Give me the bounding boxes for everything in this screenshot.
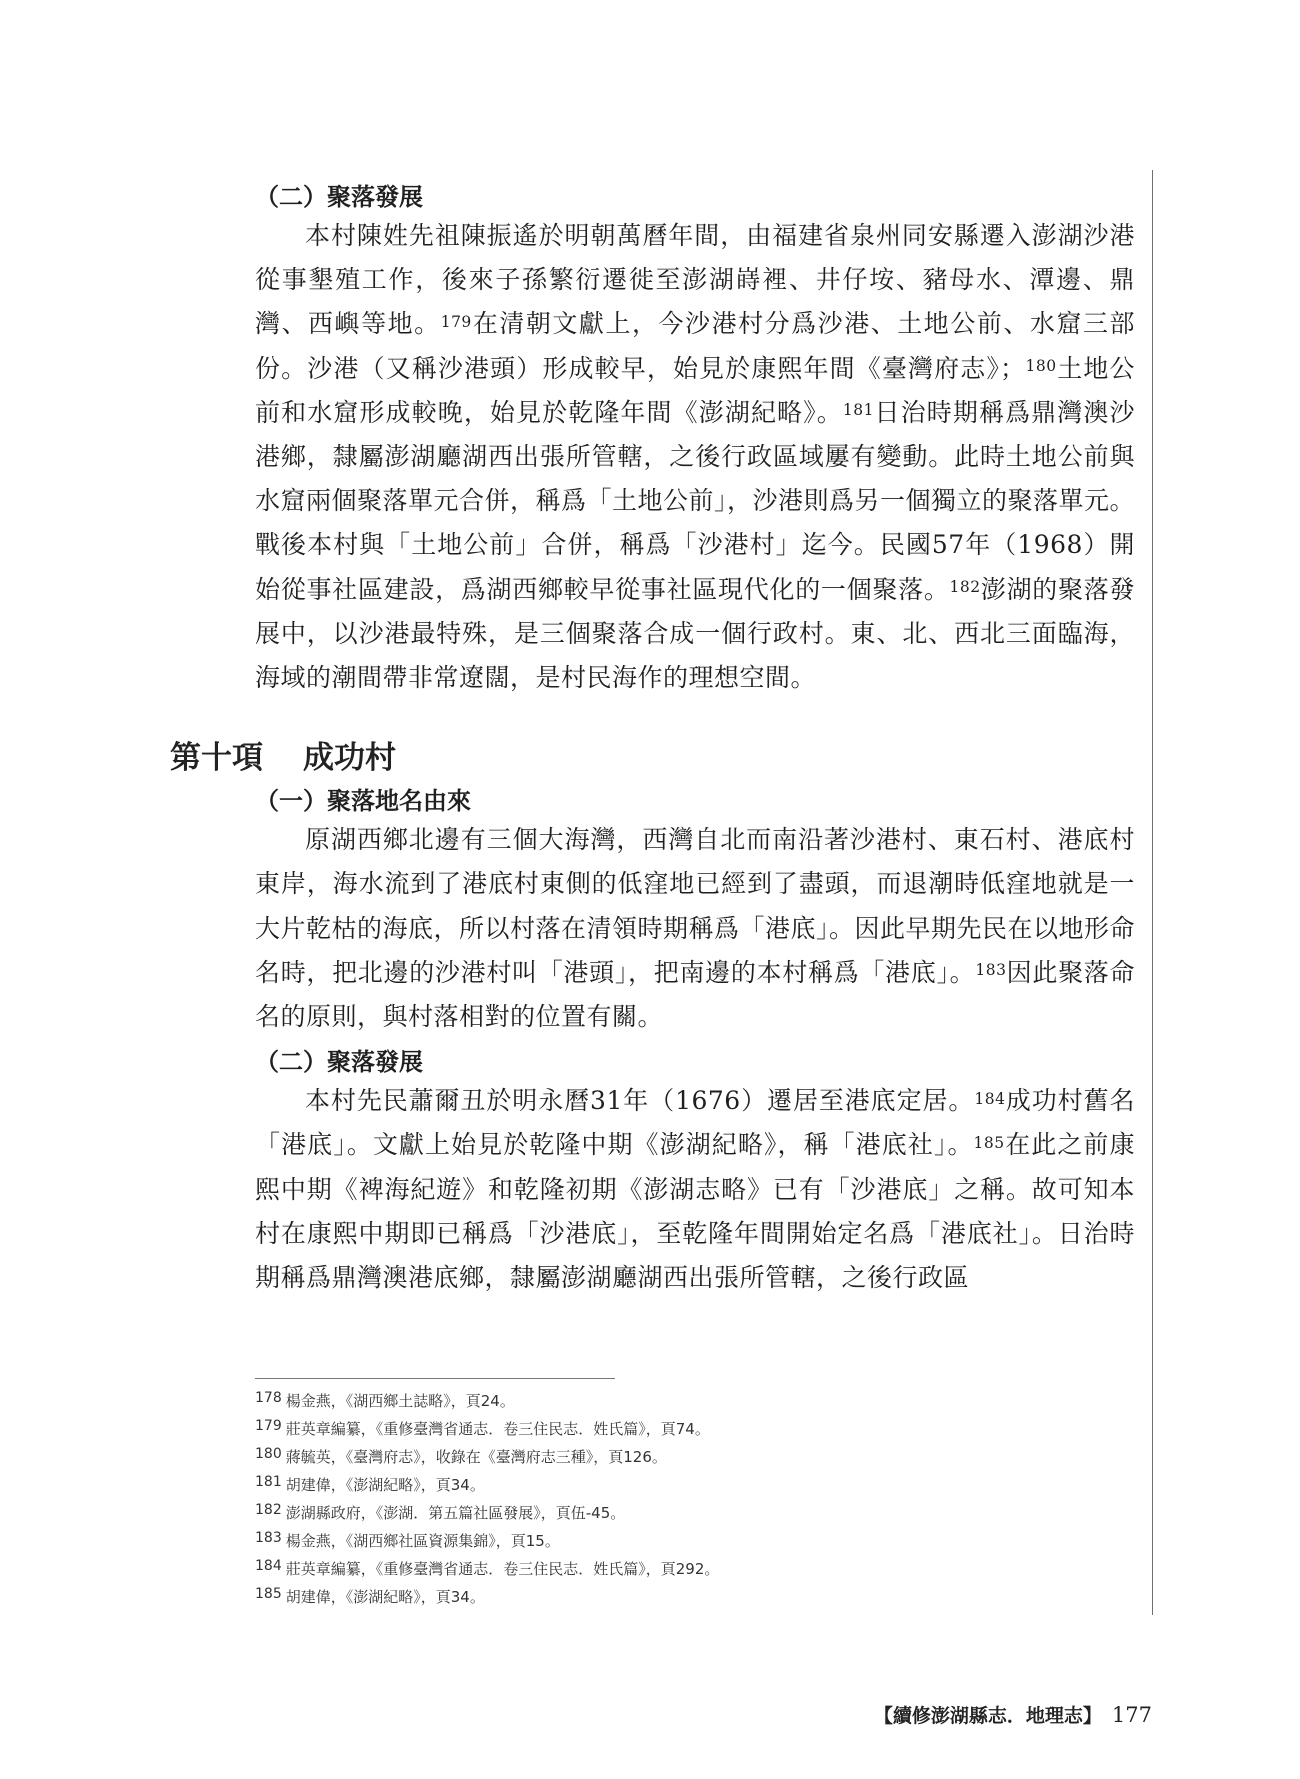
footnote-item <box>255 1584 1135 1612</box>
footnote-number: 184 <box>255 1558 282 1574</box>
text-run: 成功村舊名「港底」。文獻上始見於乾隆中期《澎湖紀略》，稱「港底社」。 <box>255 1086 1135 1160</box>
footnote-text: 胡建偉，《澎湖紀略》，頁34。 <box>285 1476 485 1494</box>
footnote-item <box>255 1416 1135 1444</box>
footnote-rule <box>255 1378 615 1379</box>
text-run: 在清朝文獻上，今沙港村分爲沙港、土地公前、水窟三部份。沙港（又稱沙港頭）形成較早，始見於康熙年間《臺灣府志》； <box>255 309 1135 383</box>
subheading-settlement-development-chenggong: （二）聚落發展 <box>255 1047 423 1077</box>
text-run: 本村先民蕭爾丑於明永曆31年（1676）遷居至港底定居。 <box>305 1086 975 1116</box>
footnote-item <box>255 1528 1135 1556</box>
page-number: 177 <box>1111 1703 1152 1727</box>
footnote-number: 179 <box>255 1418 282 1434</box>
text-run: 日治時期稱爲鼎灣澳沙港鄉，隸屬澎湖廳湖西出張所管轄，之後行政區域屢有變動。此時土地公前與水窟兩個聚落單元合併，稱爲「土地公前」，沙港則爲另一個獨立的聚落單元。戰後本村與「土地公前」合併，稱爲「沙港村」迄今。民國57年（1968）開始從事社區建設，爲湖西鄉較早從事社區現代化的一個聚落。 <box>255 397 1136 604</box>
footnote-ref[interactable]: 184 <box>974 1089 1006 1108</box>
main-text <box>170 170 1136 1300</box>
paragraph-shagang <box>255 214 1135 700</box>
footnote-number: 180 <box>255 1446 282 1462</box>
text-run: 本村陳姓先祖陳振遙於明朝萬曆年間，由福建省泉州同安縣遷入澎湖沙港從事墾殖工作，後來子孫繁衍遷徙至澎湖嵵裡、井仔垵、豬母水、潭邊、鼎灣、西嶼等地。 <box>255 221 1135 339</box>
text-run: 在此之前康熙中期《裨海紀遊》和乾隆初期《澎湖志略》已有「沙港底」之稱。故可知本村在康熙中期即已稱爲「沙港底」，至乾隆年間開始定名爲「港底社」。日治時期稱爲鼎灣澳港底鄉，隸屬澎湖廳湖西出張所管轄，之後行政區 <box>255 1130 1135 1293</box>
footnote-item <box>255 1556 1135 1584</box>
footnote-ref[interactable]: 179 <box>440 312 472 331</box>
footnote-ref[interactable]: 180 <box>1025 357 1057 376</box>
footnote-text: 胡建偉，《澎湖紀略》，頁34。 <box>285 1588 485 1606</box>
footnote-number: 183 <box>255 1530 282 1546</box>
page-footer <box>874 1702 1152 1729</box>
text-run: 原湖西鄉北邊有三個大海灣，西灣自北而南沿著沙港村、東石村、港底村東岸，海水流到了港底村東側的低窪地已經到了盡頭，而退潮時低窪地就是一大片乾枯的海底，所以村落在清領時期稱爲「港底」。因此早期先民在以地形命名時，把北邊的沙港村叫「港頭」，把南邊的本村稱爲「港底」。 <box>255 825 1136 987</box>
footnotes <box>255 1388 1135 1612</box>
text-run: 澎湖的聚落發展中，以沙港最特殊，是三個聚落合成一個行政村。東、北、西北三面臨海，海域的潮間帶非常遼闊，是村民海作的理想空間。 <box>255 574 1135 693</box>
footnote-number: 182 <box>255 1502 282 1518</box>
footnote-ref[interactable]: 185 <box>973 1134 1005 1153</box>
section-label: 第十項 <box>170 740 263 777</box>
footnote-ref[interactable]: 183 <box>975 961 1007 980</box>
footnote-number: 178 <box>255 1390 282 1406</box>
footnote-text: 莊英章編纂，《重修臺灣省通志．卷三住民志．姓氏篇》，頁74。 <box>285 1420 710 1438</box>
text-run: 因此聚落命名的原則，與村落相對的位置有關。 <box>255 957 1135 1032</box>
footnote-item <box>255 1444 1135 1472</box>
text-run: 土地公前和水窟形成較晚，始見於乾隆年間《澎湖紀略》。 <box>255 353 1135 427</box>
footnote-text: 蔣毓英，《臺灣府志》，收錄在《臺灣府志三種》，頁126。 <box>285 1448 667 1466</box>
paragraph-chenggong-development <box>255 1079 1135 1300</box>
footnote-number: 185 <box>255 1586 282 1602</box>
book-title: 【續修澎湖縣志．地理志】 <box>873 1705 1102 1727</box>
footnote-text: 莊英章編纂，《重修臺灣省通志．卷三住民志．姓氏篇》，頁292。 <box>285 1560 720 1578</box>
footnote-item <box>255 1500 1135 1528</box>
footnote-item <box>255 1388 1135 1416</box>
footnote-item <box>255 1472 1135 1500</box>
footnote-ref[interactable]: 182 <box>949 578 981 597</box>
section-heading <box>170 738 1050 778</box>
footnote-text: 楊金燕，《湖西鄉土誌略》，頁24。 <box>285 1392 515 1410</box>
subheading-settlement-development-shagang: （二）聚落發展 <box>255 182 423 211</box>
section-title: 成功村 <box>303 740 396 777</box>
footnote-ref[interactable]: 181 <box>842 401 874 420</box>
footnote-number: 181 <box>255 1474 282 1490</box>
paragraph-place-name-origin <box>255 818 1135 1039</box>
footnote-text: 楊金燕，《湖西鄉社區資源集錦》，頁15。 <box>285 1532 560 1550</box>
subheading-place-name-origin: （一）聚落地名由來 <box>255 786 471 816</box>
margin-rule <box>1152 170 1153 1615</box>
footnote-text: 澎湖縣政府，《澎湖．第五篇社區發展》，頁伍-45。 <box>285 1504 626 1522</box>
